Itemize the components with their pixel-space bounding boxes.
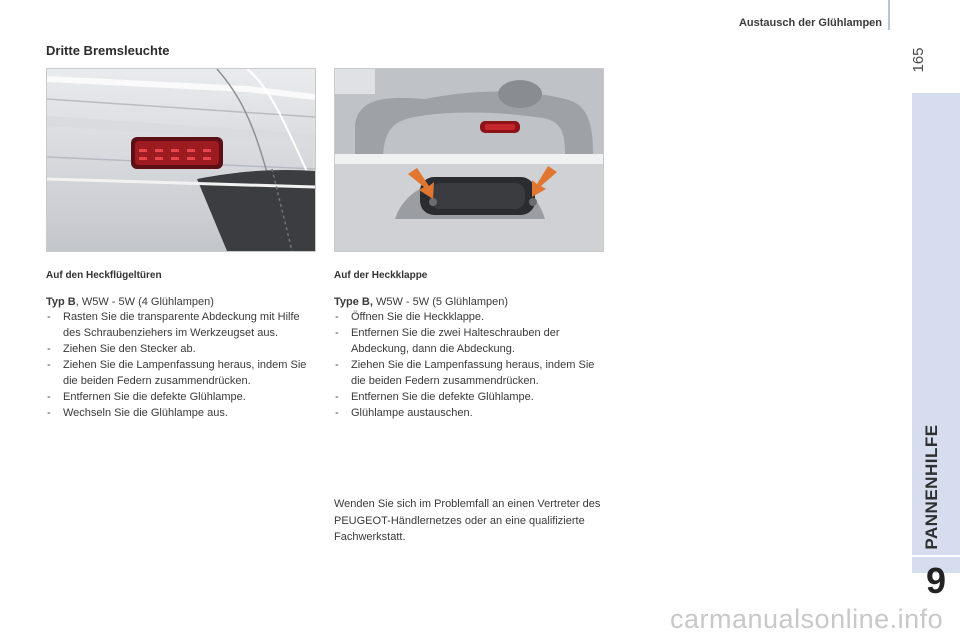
step-item: - Öffnen Sie die Heckklappe. bbox=[334, 310, 609, 326]
step-item: - Ziehen Sie die Lampenfassung heraus, indem Sie die beiden Federn zusammendrücken. bbox=[46, 358, 316, 389]
type-label: Typ B bbox=[46, 295, 76, 308]
right-column bbox=[334, 268, 609, 422]
photo-tailgate-brake-light bbox=[334, 68, 604, 252]
steps-list bbox=[46, 310, 316, 421]
steps-list bbox=[334, 310, 609, 421]
step-item: - Entfernen Sie die defekte Glühlampe. bbox=[46, 390, 316, 406]
step-item: - Ziehen Sie den Stecker ab. bbox=[46, 342, 316, 358]
running-header: Austausch der Glühlampen bbox=[738, 17, 882, 29]
left-column bbox=[46, 268, 316, 422]
type-spec: , W5W - 5W (4 Glühlampen) bbox=[75, 295, 214, 308]
step-item: - Wechseln Sie die Glühlampe aus. bbox=[46, 406, 316, 422]
page-number: 165 bbox=[910, 47, 927, 73]
subheading-rear-doors: Auf den Heckflügeltüren bbox=[46, 270, 162, 281]
step-item: - Entfernen Sie die zwei Halteschrauben der Abdeckung, dann die Abdeckung. bbox=[334, 326, 609, 357]
step-item: - Entfernen Sie die defekte Glühlampe. bbox=[334, 390, 609, 406]
type-spec-line bbox=[334, 295, 609, 311]
header-divider bbox=[888, 0, 890, 30]
subheading-tailgate: Auf der Heckklappe bbox=[334, 270, 428, 281]
type-spec-line bbox=[46, 295, 316, 311]
chapter-number: 9 bbox=[925, 560, 947, 601]
type-label: Type B, bbox=[334, 295, 373, 308]
chapter-tab-label: PANNENHILFE bbox=[922, 424, 941, 550]
step-item: - Rasten Sie die transparente Abdeckung mit Hilfe des Schraubenziehers im Werkzeugset aus. bbox=[46, 310, 316, 341]
service-note: Wenden Sie sich im Problemfall an einen Vertreter des PEUGEOT-Händlernetzes oder an eine qualifizierte Fachwerkstatt. bbox=[334, 498, 601, 543]
watermark: carmanualsonline.info bbox=[670, 604, 944, 634]
step-item: - Ziehen Sie die Lampenfassung heraus, indem Sie die beiden Federn zusammendrücken. bbox=[334, 358, 609, 389]
step-item: - Glühlampe austauschen. bbox=[334, 406, 609, 422]
type-spec: W5W - 5W (5 Glühlampen) bbox=[372, 295, 509, 308]
section-title: Dritte Bremsleuchte bbox=[46, 43, 170, 58]
photo-rear-doors-brake-light bbox=[46, 68, 316, 252]
